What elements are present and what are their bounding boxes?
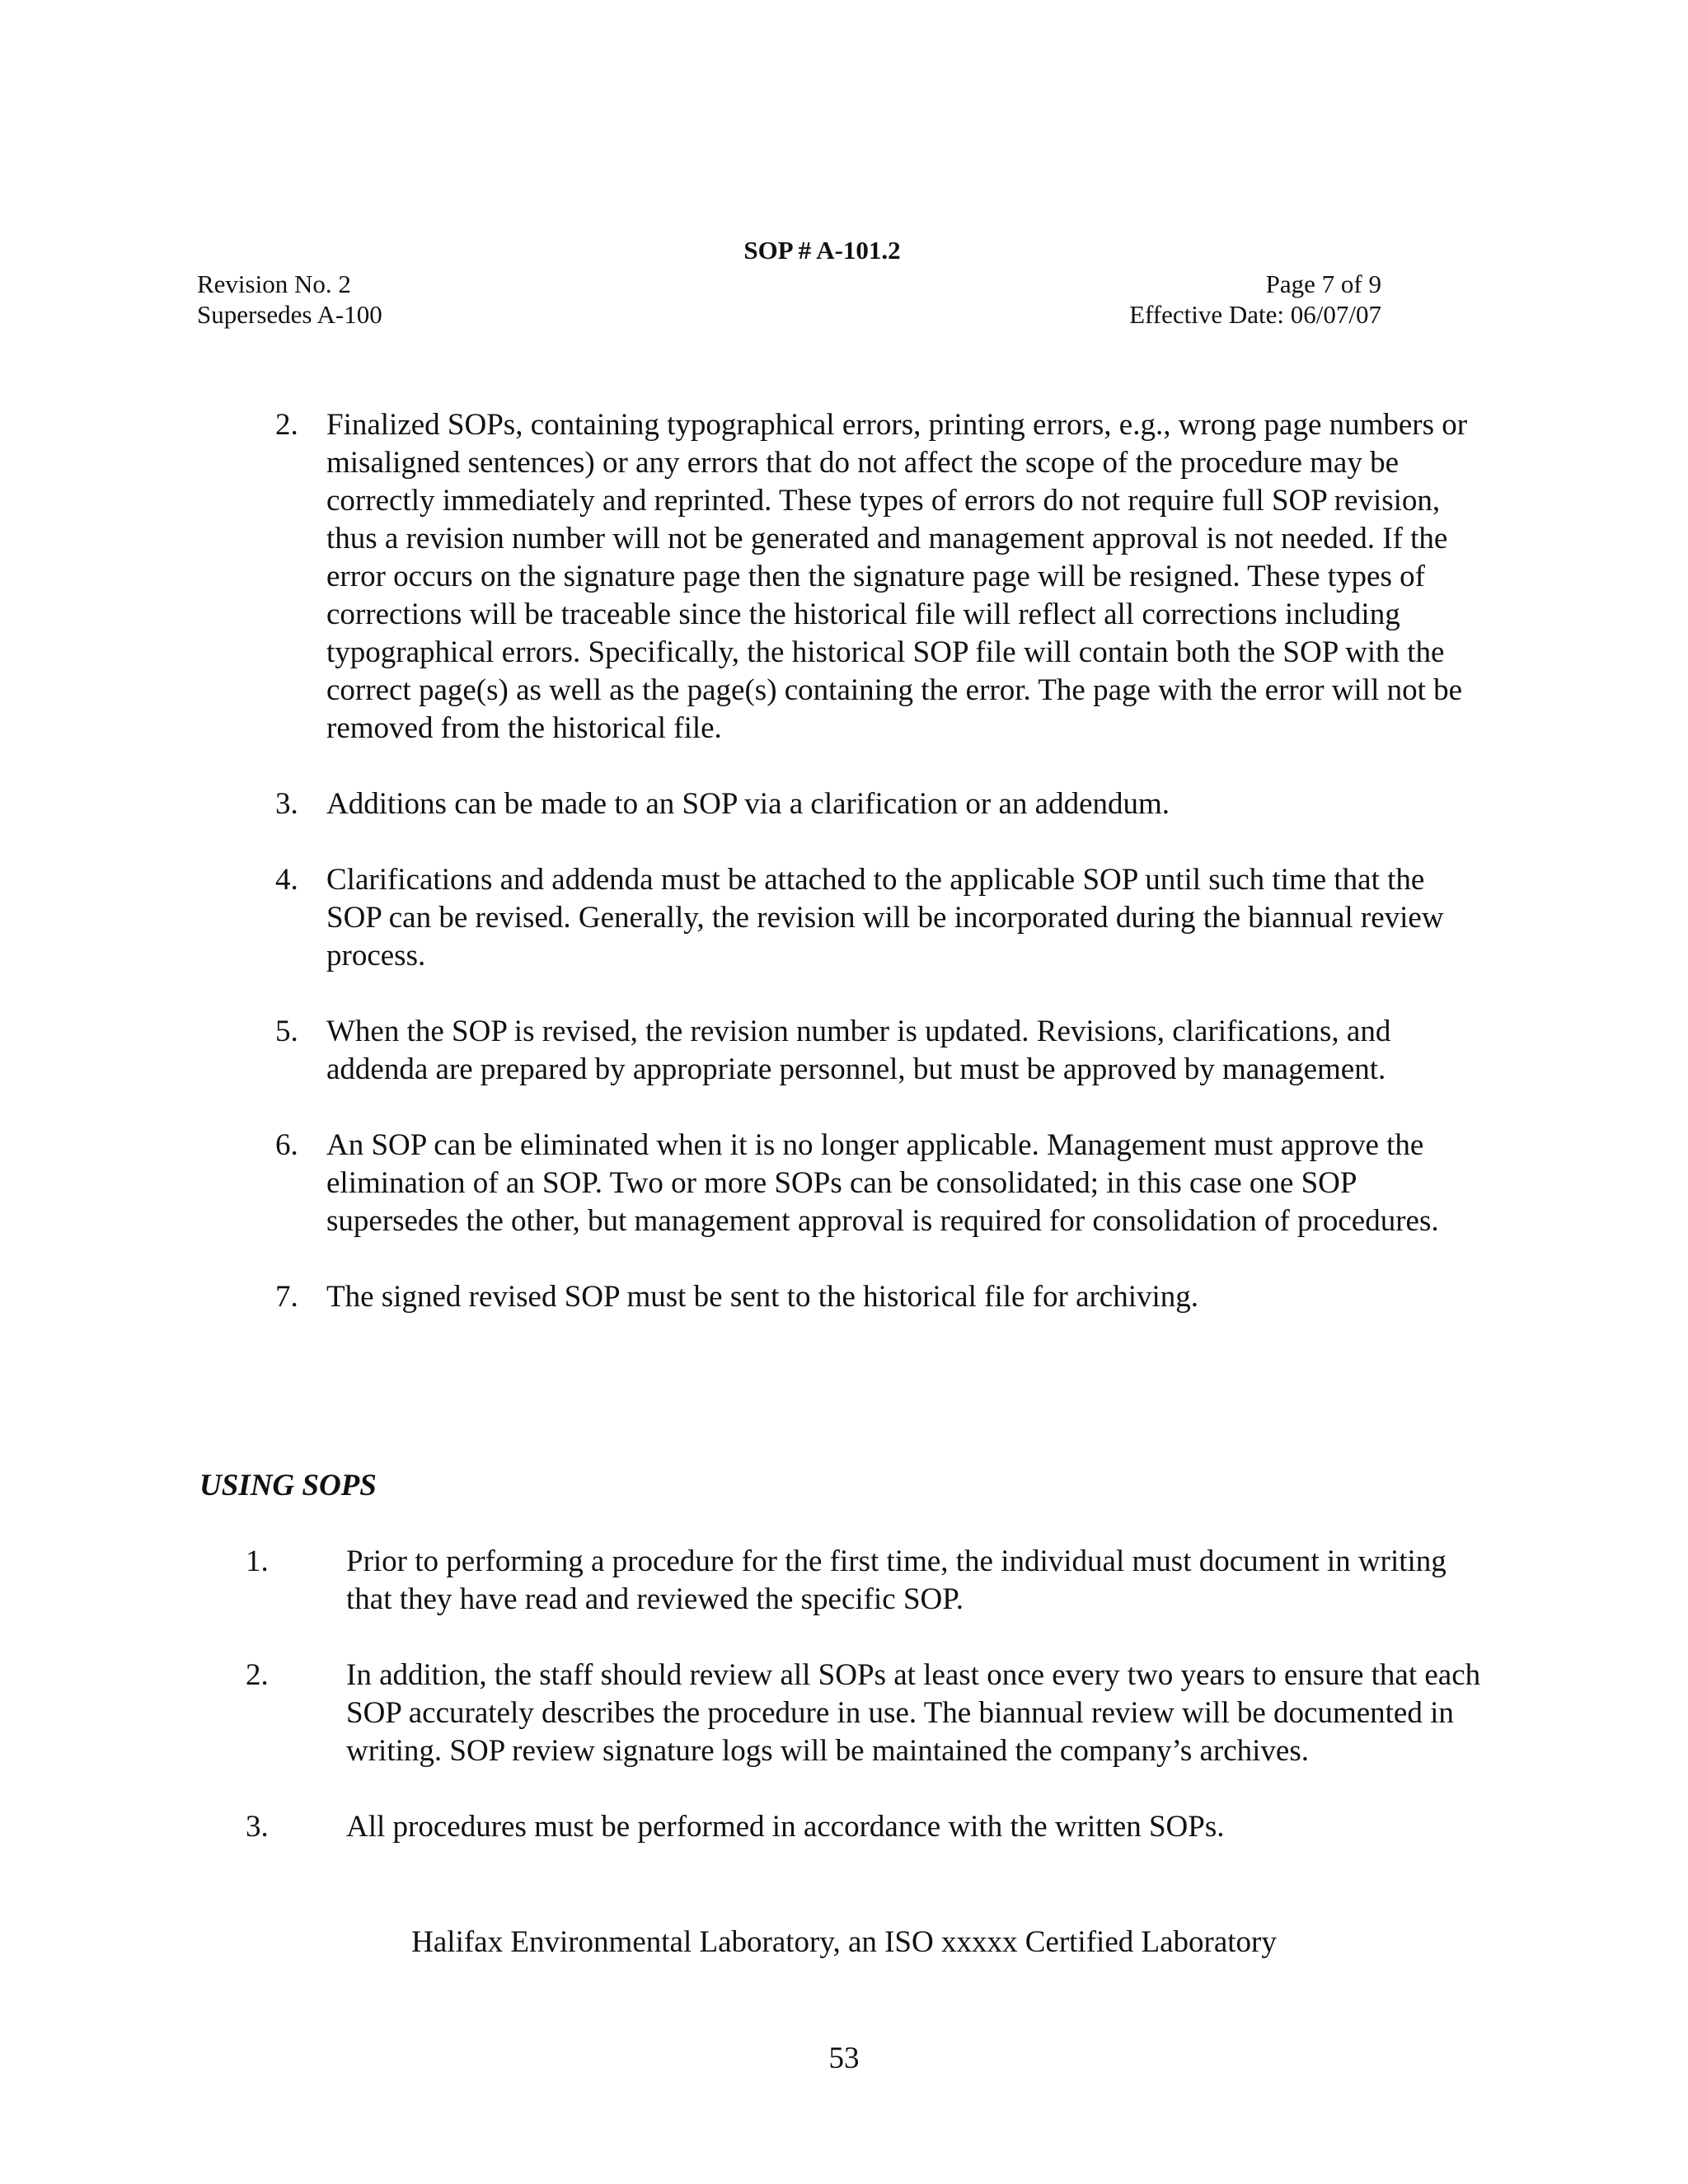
list-item — [275, 1127, 1487, 1240]
list-item-number: 1. — [246, 1544, 269, 1578]
list-item-number: 3. — [275, 787, 298, 821]
list-item-text: Finalized SOPs, containing typographical errors, printing errors, e.g., wrong page numbers or misaligned sentences) or any errors that do not affect the scope of the procedure may be correctly immediately and reprinted. These types of errors do not require full SOP revision, thus a revision number will not be generated and management approval is not needed. If the error occurs on the signature page then the signature page will be resigned. These types of corrections will be traceable since the historical file will reflect all corrections including typographical errors. Specifically, the historical SOP file will contain both the SOP with the correct page(s) as well as the page(s) containing the error. The page with the error will not be removed from the historical file. — [326, 408, 1468, 745]
sop-number: SOP # A-101.2 — [743, 236, 901, 265]
revision-list — [275, 406, 1487, 1354]
page-indicator: Page 7 of 9 — [1265, 269, 1381, 298]
list-item-text: Additions can be made to an SOP via a clarification or an addendum. — [326, 787, 1170, 821]
using-sops-list — [246, 1543, 1490, 1884]
list-item — [246, 1808, 1490, 1846]
header-row-supersedes — [197, 298, 1381, 331]
list-item-number: 2. — [275, 408, 298, 442]
list-item-number: 7. — [275, 1280, 298, 1314]
list-item-text: In addition, the staff should review all SOPs at least once every two years to ensure that each SOP accurately describes the procedure in use. The biannual review will be documented in writing. SOP review signature logs will be maintained the company’s archives. — [346, 1658, 1481, 1768]
footer-lab-name: Halifax Environmental Laboratory, an ISO xxxxx Certified Laboratory — [411, 1925, 1277, 1959]
page-number: 53 — [828, 2041, 860, 2075]
list-item — [246, 1543, 1490, 1619]
header-row-revision — [197, 268, 1381, 301]
section-heading: USING SOPS — [199, 1469, 377, 1502]
revision-number: Revision No. 2 — [197, 269, 351, 298]
supersedes: Supersedes A-100 — [197, 300, 382, 329]
list-item-text: The signed revised SOP must be sent to the historical file for archiving. — [326, 1280, 1199, 1314]
list-item-number: 3. — [246, 1810, 269, 1844]
list-item-text: All procedures must be performed in accordance with the written SOPs. — [346, 1810, 1225, 1844]
list-item — [275, 406, 1487, 748]
list-item-number: 6. — [275, 1128, 298, 1162]
effective-date: Effective Date: 06/07/07 — [1129, 300, 1381, 329]
list-item-text: Clarifications and addenda must be attached to the applicable SOP until such time that the SOP can be revised. Generally, the revision will be incorporated during the biannual review process. — [326, 863, 1444, 972]
list-item — [275, 1278, 1487, 1316]
list-item — [246, 1657, 1490, 1770]
list-item — [275, 1013, 1487, 1089]
list-item — [275, 861, 1487, 975]
list-item-text: When the SOP is revised, the revision number is updated. Revisions, clarifications, and addenda are prepared by appropriate personnel, but must be approved by management. — [326, 1015, 1391, 1086]
list-item — [275, 785, 1487, 823]
list-item-number: 4. — [275, 863, 298, 897]
list-item-number: 5. — [275, 1015, 298, 1048]
list-item-number: 2. — [246, 1658, 269, 1692]
list-item-text: Prior to performing a procedure for the first time, the individual must document in writing that they have read and reviewed the specific SOP. — [346, 1544, 1447, 1616]
list-item-text: An SOP can be eliminated when it is no longer applicable. Management must approve the elimination of an SOP. Two or more SOPs can be consolidated; in this case one SOP supersedes the other, but management approval is required for consolidation of procedures. — [326, 1128, 1439, 1238]
